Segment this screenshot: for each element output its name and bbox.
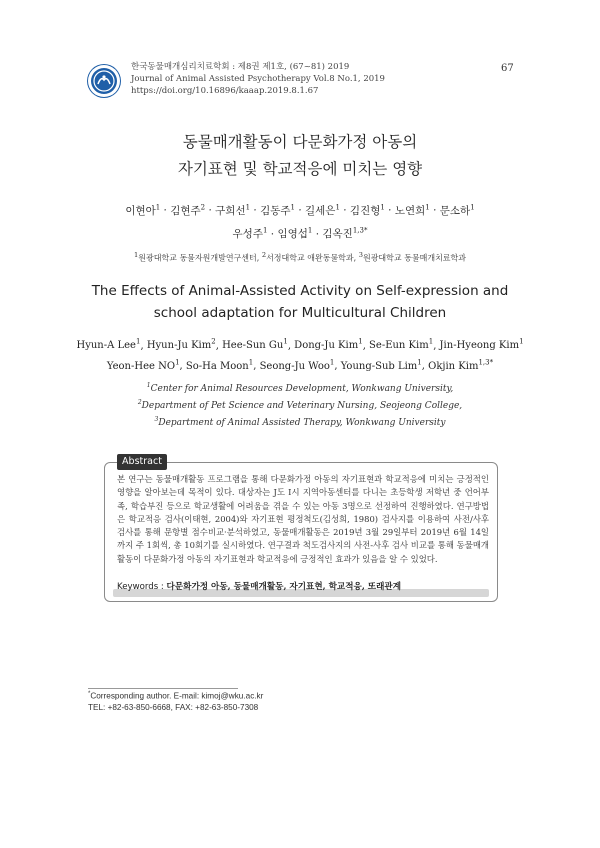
author-separator: · bbox=[339, 204, 350, 217]
affiliation-en-line bbox=[0, 396, 600, 413]
author-affil-mark: 1 bbox=[335, 203, 340, 211]
author-affil-mark: 2 bbox=[200, 203, 206, 211]
author-name-ko: 임영섭$^1$ bbox=[277, 226, 313, 240]
keywords-label: Keywords : bbox=[117, 582, 164, 592]
author-affil-mark: 1 bbox=[470, 203, 475, 211]
author-separator: · bbox=[384, 204, 395, 217]
author-affil-mark: 1 bbox=[307, 226, 313, 235]
journal-info bbox=[131, 61, 385, 97]
abstract-text: 본 연구는 동물매개활동 프로그램을 통해 다문화가정 아동의 자기표현과 학교적응에 미치는 긍정적인 영향을 알아보는데 목적이 있다. 대상자는 J도 I시 지역아동센터를 다니는 초등학생 저학년 중 언어부족, 학습부진 등으로 학교생활에 어려움을 겪을 수 있는 아동 3명으로 선정하여 진행하였다. 연구방법은 학교적응 검사(이태현, 2004)와 자기표현 평정척도(김성희, 1980) 검사지를 이용하여 사전/사후 검사를 통해 문항별 점수비교·분석하였고, 동물매개활동은 2019년 3월 29일부터 2019년 6월 14일까지 주 1회씩, 총 10회기를 실시하였다. 연구결과 척도검사지의 사전-사후 검사 비교를 통해 동물매개활동이 다문화가정 아동의 자기표현과 학교적응에 긍정적인 효과가 있음을 알 수 있었다. bbox=[117, 474, 489, 564]
contact-info: TEL: +82-63-850-6668, FAX: +82-63-850-7308 bbox=[88, 702, 259, 712]
affiliation-en-line bbox=[0, 379, 600, 396]
author-affil-mark: 1 bbox=[290, 203, 295, 211]
affiliation-en: Department of Animal Assisted Therapy, Wonkwang University bbox=[158, 418, 446, 428]
author-name-ko: 노연희$^1$ bbox=[394, 203, 430, 217]
affiliation-ko: 원광대학교 동물매개치료학과 bbox=[362, 253, 466, 263]
journal-name-en: Journal of Animal Assisted Psychotherapy Vol.8 No.1, 2019 bbox=[131, 74, 385, 84]
author-affil-mark: 1 bbox=[155, 203, 161, 211]
author-affil-mark: 1 bbox=[428, 338, 434, 346]
author-separator: · bbox=[294, 204, 305, 217]
title-en-line1: The Effects of Animal-Assisted Activity on Self-expression and bbox=[91, 283, 509, 299]
author-separator: · bbox=[160, 204, 171, 217]
author-name-en: Jin-Hyeong Kim$^1$ bbox=[439, 338, 524, 352]
affil-mark: 1 bbox=[146, 382, 151, 389]
footnote bbox=[88, 689, 263, 713]
author-affil-mark: 1 bbox=[135, 338, 141, 346]
author-name-en: Hyun-Ju Kim$^2$ bbox=[146, 338, 216, 352]
affil-mark: 2 bbox=[261, 251, 267, 259]
author-name-en: So-Ha Moon$^1$ bbox=[185, 358, 254, 372]
author-name-en: Hyun-A Lee$^1$ bbox=[76, 338, 141, 352]
corresponding-author: Corresponding author. E-mail: kimoj@wku.ac.kr bbox=[90, 691, 264, 701]
authors-en: Hyun-A Lee$^1$, Hyun-Ju Kim$^2$, Hee-Sun Gu$^1$, Dong-Ju Kim$^1$, Se-Eun Kim$^1$, Jin-Hyeong Kim$^1$ Yeon-Hee $NO^1$, So-Ha Moon$^1$, Seong-Ju Woo$^1$, Young-Sub Lim$^1$, Okjin Kim$^{1,3*}$ bbox=[76, 338, 524, 372]
author-affil-mark: 1 bbox=[358, 338, 363, 346]
author-name-en: Seong-Ju Woo$^1$ bbox=[259, 358, 335, 372]
author-name-en: Yeon-Hee $NO^1$ bbox=[106, 358, 180, 372]
affil-mark: 3 bbox=[154, 416, 159, 423]
affiliations-ko bbox=[0, 251, 600, 264]
author-name-ko: 김옥진$^{1,3*}$ bbox=[322, 226, 368, 240]
author-separator: · bbox=[312, 228, 323, 240]
author-name-ko: 문소하$^1$ bbox=[439, 203, 475, 217]
author-affil-mark: 1 bbox=[519, 338, 524, 346]
author-name-ko: 김현주$^2$ bbox=[170, 203, 206, 217]
author-affil-mark: 1,3* bbox=[352, 226, 368, 235]
affiliation-ko: 서정대학교 애완동물학과, bbox=[266, 253, 357, 263]
author-name-ko: 구희선$^1$ bbox=[215, 203, 251, 217]
author-name-ko: 김동주$^1$ bbox=[260, 203, 295, 217]
author-separator: · bbox=[250, 204, 261, 217]
author-affil-mark: 1 bbox=[248, 358, 254, 367]
journal-logo-icon bbox=[88, 65, 120, 97]
author-name-ko: 길세은$^1$ bbox=[305, 203, 340, 217]
authors-ko bbox=[60, 197, 540, 244]
affiliation-en: Center for Animal Resources Development, Wonkwang University, bbox=[150, 384, 454, 394]
author-name-en: Dong-Ju Kim$^1$ bbox=[294, 338, 363, 352]
author-separator: · bbox=[267, 228, 278, 240]
author-name-en: Hee-Sun Gu$^1$ bbox=[222, 338, 288, 352]
title-en bbox=[60, 280, 540, 324]
keywords bbox=[117, 580, 401, 592]
author-name-ko: 김진형$^1$ bbox=[349, 203, 385, 217]
affiliations-en bbox=[0, 379, 600, 430]
journal-name-ko: 한국동물매개심리치료학회 : 제8권 제1호, (67~81) 2019 bbox=[131, 62, 350, 72]
author-affil-mark: 2 bbox=[211, 338, 216, 346]
author-name-ko: 우성주$^1$ bbox=[232, 226, 268, 240]
author-affil-mark: 1 bbox=[417, 358, 422, 367]
author-affil-mark: 1,3* bbox=[478, 358, 494, 367]
affiliation-ko: 원광대학교 동물자원개발연구센터, bbox=[138, 253, 260, 263]
author-affil-mark: 1 bbox=[425, 203, 430, 211]
author-name-ko: 이현아$^1$ bbox=[125, 203, 161, 217]
author-affil-mark: 1 bbox=[245, 203, 251, 211]
affiliation-en-line bbox=[0, 413, 600, 430]
footnote-star: * bbox=[88, 691, 91, 697]
page-number: 67 bbox=[501, 63, 514, 74]
affil-mark: 3 bbox=[358, 251, 363, 259]
title-ko-line2: 자기표현 및 학교적응에 미치는 영향 bbox=[177, 160, 423, 178]
author-affil-mark: 1 bbox=[283, 338, 288, 346]
author-affil-mark: 1 bbox=[329, 358, 335, 367]
affiliation-en: Department of Pet Science and Veterinary Nursing, Seojeong College, bbox=[141, 401, 463, 411]
author-separator: · bbox=[205, 204, 216, 217]
title-ko-line1: 동물매개활동이 다문화가정 아동의 bbox=[182, 133, 418, 151]
affil-mark: 2 bbox=[137, 399, 142, 406]
author-separator: · bbox=[429, 204, 440, 217]
author-name-en: Se-Eun Kim$^1$ bbox=[369, 338, 434, 352]
author-name-en: Okjin Kim$^{1,3*}$ bbox=[428, 358, 494, 372]
title-en-line2: school adaptation for Multicultural Children bbox=[153, 305, 447, 321]
keywords-list: 다문화가정 아동, 동물매개활동, 자기표현, 학교적응, 또래관계 bbox=[166, 582, 402, 592]
doi-link[interactable]: https://doi.org/10.16896/kaaap.2019.8.1.67 bbox=[131, 86, 319, 96]
author-affil-mark: 1 bbox=[380, 203, 385, 211]
abstract-label: Abstract bbox=[117, 454, 167, 470]
author-name-en: Young-Sub Lim$^1$ bbox=[340, 358, 422, 372]
author-affil-mark: 1 bbox=[262, 226, 268, 235]
affil-mark: 1 bbox=[134, 251, 139, 259]
author-affil-mark: 1 bbox=[175, 358, 180, 367]
